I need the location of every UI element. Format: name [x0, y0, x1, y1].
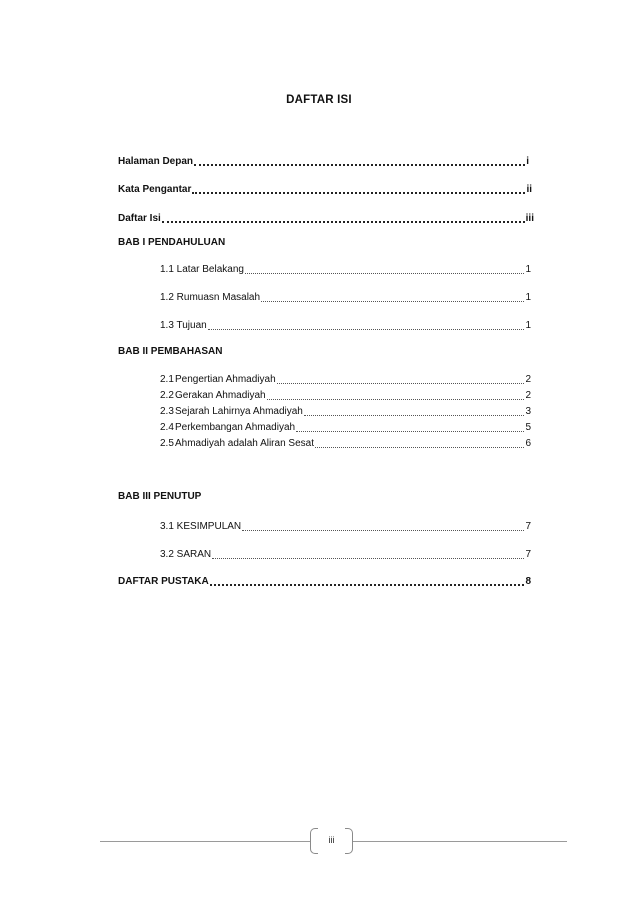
toc-entry-page: 2: [525, 390, 531, 401]
toc-entry-page: 6: [525, 438, 531, 449]
dot-leader: [242, 520, 524, 531]
page-number: iii: [328, 835, 335, 846]
toc-entry-page: 8: [525, 576, 531, 587]
toc-entry-number: 2.3: [160, 406, 174, 417]
toc-entry-page: 5: [525, 422, 531, 433]
toc-entry-label: 3.2 SARAN: [160, 549, 212, 560]
dot-leader: [245, 263, 524, 274]
toc-entry-number: 2.5: [160, 438, 174, 449]
dot-leader: [208, 319, 525, 330]
toc-entry-label: 1.1 Latar Belakang: [160, 264, 244, 275]
dot-leader: [267, 389, 525, 400]
toc-entry-label: Ahmadiyah adalah Aliran Sesat: [175, 438, 314, 449]
toc-entry-label: 3.1 KESIMPULAN: [160, 521, 242, 532]
dot-leader: [212, 548, 524, 559]
toc-entry-label: Pengertian Ahmadiyah: [175, 374, 276, 385]
toc-entry-2-2[interactable]: [160, 389, 531, 403]
footer-rule-left: [100, 841, 310, 842]
toc-entry-page: 1: [525, 264, 531, 275]
dot-leader: [304, 405, 525, 416]
toc-entry-kata-pengantar[interactable]: [118, 183, 532, 197]
toc-entry-1-2[interactable]: [160, 291, 531, 305]
toc-entry-1-3[interactable]: [160, 319, 531, 333]
toc-entry-label: 1.3 Tujuan: [160, 320, 207, 331]
toc-entry-page: ii: [526, 184, 532, 195]
dot-leader: [315, 437, 524, 448]
dot-leader: [277, 373, 525, 384]
toc-entry-page: 1: [525, 292, 531, 303]
toc-entry-page: 7: [525, 521, 531, 532]
toc-entry-page: i: [526, 156, 529, 167]
page-title: DAFTAR ISI: [286, 94, 352, 106]
dot-leader: [192, 182, 525, 194]
toc-entry-page: 2: [525, 374, 531, 385]
toc-entry-2-4[interactable]: [160, 421, 531, 435]
toc-entry-page: 3: [525, 406, 531, 417]
toc-entry-3-2[interactable]: [160, 548, 531, 562]
chapter-heading-bab-2: BAB II PEMBAHASAN: [118, 346, 223, 357]
dot-leader: [210, 574, 525, 586]
toc-entry-label: Halaman Depan: [118, 156, 194, 167]
toc-entry-page: iii: [525, 213, 534, 224]
left-bracket-icon: [310, 828, 318, 854]
toc-entry-daftar-pustaka[interactable]: [118, 575, 531, 589]
dot-leader: [296, 421, 524, 432]
toc-entry-page: 1: [525, 320, 531, 331]
chapter-heading-bab-1: BAB I PENDAHULUAN: [118, 237, 226, 248]
toc-entry-2-1[interactable]: [160, 373, 531, 387]
toc-entry-daftar-isi[interactable]: [118, 212, 534, 226]
dot-leader: [261, 291, 524, 302]
toc-entry-label: Gerakan Ahmadiyah: [175, 390, 266, 401]
right-bracket-icon: [345, 828, 353, 854]
toc-entry-label: 1.2 Rumuasn Masalah: [160, 292, 261, 303]
toc-entry-label: Sejarah Lahirnya Ahmadiyah: [175, 406, 303, 417]
footer-rule-right: [353, 841, 567, 842]
dot-leader: [162, 211, 525, 223]
chapter-heading-bab-3: BAB III PENUTUP: [118, 491, 202, 502]
toc-entry-number: 2.1: [160, 374, 174, 385]
toc-entry-2-5[interactable]: [160, 437, 531, 451]
toc-entry-number: 2.2: [160, 390, 174, 401]
toc-entry-number: 2.4: [160, 422, 174, 433]
toc-entry-3-1[interactable]: [160, 520, 531, 534]
toc-entry-label: Perkembangan Ahmadiyah: [175, 422, 296, 433]
toc-entry-label: Kata Pengantar: [118, 184, 192, 195]
toc-entry-label: Daftar Isi: [118, 213, 161, 224]
toc-entry-page: 7: [525, 549, 531, 560]
toc-entry-2-3[interactable]: [160, 405, 531, 419]
toc-entry-label: DAFTAR PUSTAKA: [118, 576, 209, 587]
toc-entry-1-1[interactable]: [160, 263, 531, 277]
dot-leader: [194, 154, 525, 166]
toc-entry-halaman-depan[interactable]: [118, 155, 529, 169]
